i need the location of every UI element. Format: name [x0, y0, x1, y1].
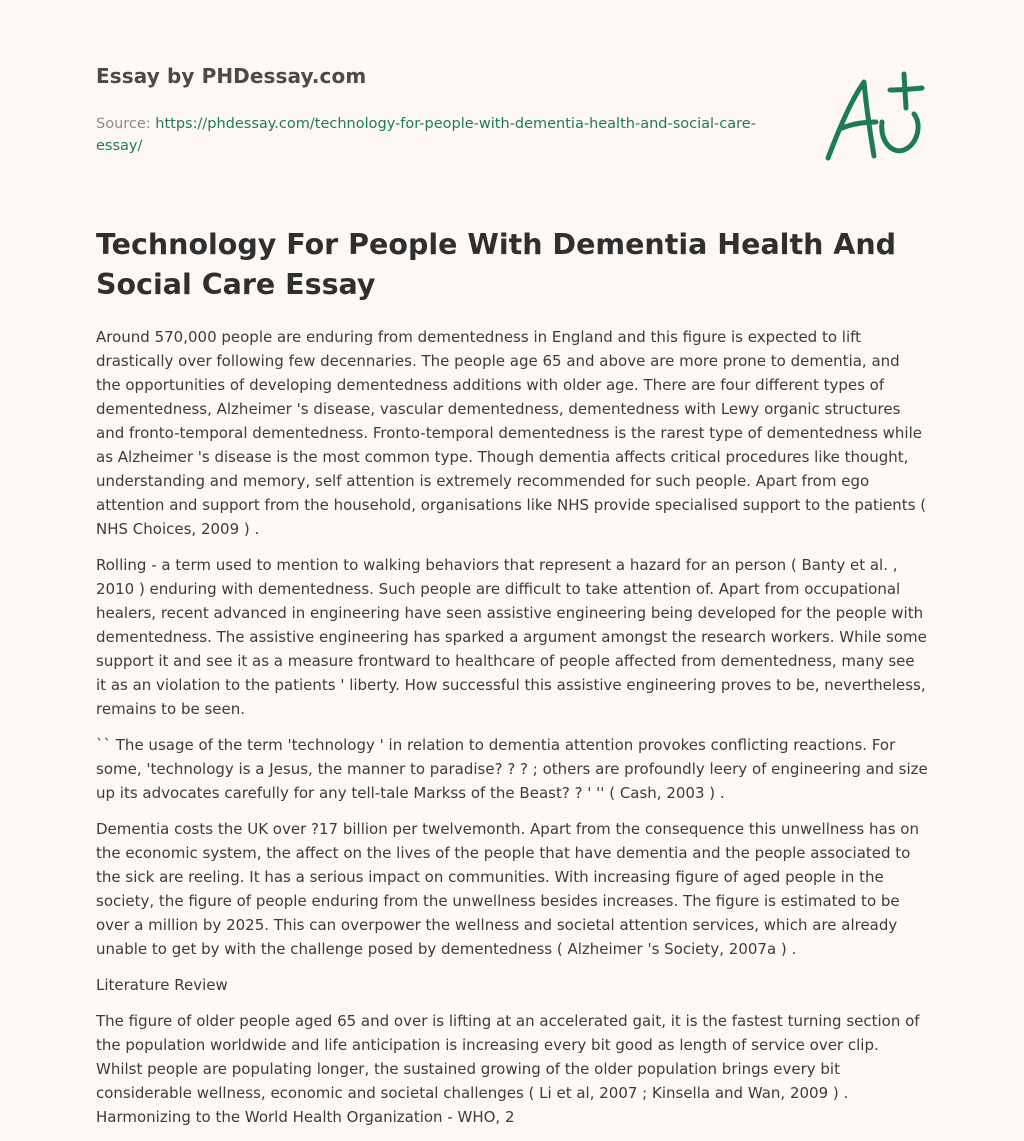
- essay-paragraph: Rolling - a term used to mention to walking behaviors that represent a hazard for an person ( Banty et al. , 2010 ) enduring with dementedness. Such people are difficult to take attention of. Apart from occupational healers, recent advanced in engineering have seen assistive engineering being developed for the people with dementedness. The assistive engineering has sparked a argument amongst the research workers. While some support it and see it as a measure frontward to healthcare of people affected from dementedness, many see it as an violation to the patients ' liberty. How successful this assistive engineering proves to be, nevertheless, remains to be seen.: [96, 556, 927, 718]
- a-plus-logo-icon: [820, 62, 930, 172]
- essay-paragraph: The figure of older people aged 65 and over is lifting at an accelerated gait, it is the fastest turning section of the population worldwide and life anticipation is increasing every bit good as length of service over clip. Whilst people are populating longer, the sustained growing of the older population brings every bit considerable wellness, economic and societal challenges ( Li et al, 2007 ; Kinsella and Wan, 2009 ) . Harmonizing to the World Health Organization - WHO, 2: [96, 1012, 920, 1126]
- essay-title: Technology For People With Dementia Health And Social Care Essay: [96, 228, 897, 301]
- source-link[interactable]: https://phdessay.com/technology-for-people-with-dementia-health-and-social-care-essay/: [96, 116, 756, 154]
- section-heading: Literature Review: [96, 976, 228, 994]
- page-header: [96, 0, 928, 200]
- site-title: Essay by PHDessay.com: [96, 64, 367, 88]
- essay-page: [96, 0, 928, 1126]
- essay-paragraph: Around 570,000 people are enduring from dementedness in England and this figure is expected to lift drastically over following few decennaries. The people age 65 and above are more prone to dementia, and the opportunities of developing dementedness additions with older age. There are four different types of dementedness, Alzheimer 's disease, vascular dementedness, dementedness with Lewy organic structures and fronto-temporal dementedness. Fronto-temporal dementedness is the rarest type of dementedness while as Alzheimer 's disease is the most common type. Though dementia affects critical procedures like thought, understanding and memory, self attention is extremely recommended for such people. Apart from ego attention and support from the household, organisations like NHS provide specialised support to the patients ( NHS Choices, 2009 ) .: [96, 328, 927, 538]
- essay-paragraph: Dementia costs the UK over ?17 billion per twelvemonth. Apart from the consequence this unwellness has on the economic system, the affect on the lives of the people that have dementia and the people associated to the sick are reeling. It has a serious impact on communities. With increasing figure of aged people in the society, the figure of people enduring from the unwellness besides increases. The figure is estimated to be over a million by 2025. This can overpower the wellness and societal attention services, which are already unable to get by with the challenge posed by dementedness ( Alzheimer 's Society, 2007a ) .: [96, 820, 919, 958]
- essay-body: [96, 325, 928, 1141]
- source-line: [96, 113, 756, 157]
- essay-paragraph: `` The usage of the term 'technology ' in relation to dementia attention provokes conflicting reactions. For some, 'technology is a Jesus, the manner to paradise? ? ? ; others are profoundly leery of engineering and size up its advocates carefully for any tell-tale Markss of the Beast? ? ' '' ( Cash, 2003 ) .: [96, 736, 928, 802]
- source-label: Source:: [96, 116, 151, 132]
